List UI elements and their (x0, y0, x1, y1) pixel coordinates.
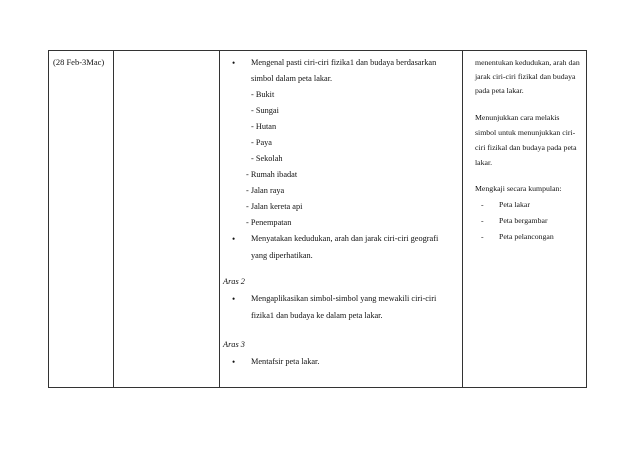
dash-icon: - (481, 216, 484, 225)
symbol-list-item: - Sungai (251, 106, 279, 115)
list-item-text: Peta lakar (499, 200, 530, 209)
aras-3-heading: Aras 3 (223, 340, 245, 349)
list-item-text: Peta pelancongan (499, 232, 554, 241)
activity-text: lakar. (475, 158, 493, 167)
dash-icon: - (481, 232, 484, 241)
objective-text: Menyatakan kedudukan, arah dan jarak ciri-ciri geografi (251, 234, 439, 243)
column-divider (113, 51, 114, 387)
bullet-icon: • (232, 357, 236, 367)
bullet-icon: • (232, 58, 236, 68)
symbol-list-item: - Jalan kereta api (246, 202, 303, 211)
objective-text: Mengenal pasti ciri-ciri fizika1 dan budaya berdasarkan (251, 58, 437, 67)
bullet-icon: • (232, 294, 236, 304)
symbol-list-item: - Rumah ibadat (246, 170, 298, 179)
activity-text: jarak ciri-ciri fizikal dan budaya (475, 72, 576, 81)
symbol-list-item: - Hutan (251, 122, 277, 131)
activity-heading: Mengkaji secara kumpulan: (475, 184, 562, 193)
bullet-icon: • (232, 234, 236, 244)
activity-text: ciri fizikal dan budaya pada peta (475, 143, 577, 152)
objective-text: fizika1 dan budaya ke dalam peta lakar. (251, 311, 383, 320)
symbol-list-item: - Paya (251, 138, 272, 147)
date-cell (49, 51, 113, 387)
symbol-list-item: - Sekolah (251, 154, 283, 163)
week-date: (28 Feb-3Mac) (53, 57, 105, 67)
symbol-list-item: - Penempatan (246, 218, 292, 227)
aras-2-heading: Aras 2 (223, 277, 245, 286)
activity-text: simbol untuk menunjukkan ciri- (475, 128, 576, 137)
list-item-text: Peta bergambar (499, 216, 548, 225)
activity-text: menentukan kedudukan, arah dan (475, 58, 580, 67)
dash-icon: - (481, 200, 484, 209)
objective-text: simbol dalam peta lakar. (251, 74, 333, 83)
objective-text: Mengaplikasikan simbol-simbol yang mewakili ciri-ciri (251, 294, 437, 303)
objective-text: Mentafsir peta lakar. (251, 357, 320, 366)
activities-cell (462, 51, 588, 387)
objective-text: yang diperhatikan. (251, 251, 313, 260)
lesson-plan-table (48, 50, 587, 388)
symbol-list-item: - Jalan raya (246, 186, 285, 195)
content-cell (219, 51, 462, 387)
activity-text: Menunjukkan cara melakis (475, 113, 560, 122)
activity-text: pada peta lakar. (475, 86, 524, 95)
symbol-list-item: - Bukit (251, 90, 275, 99)
